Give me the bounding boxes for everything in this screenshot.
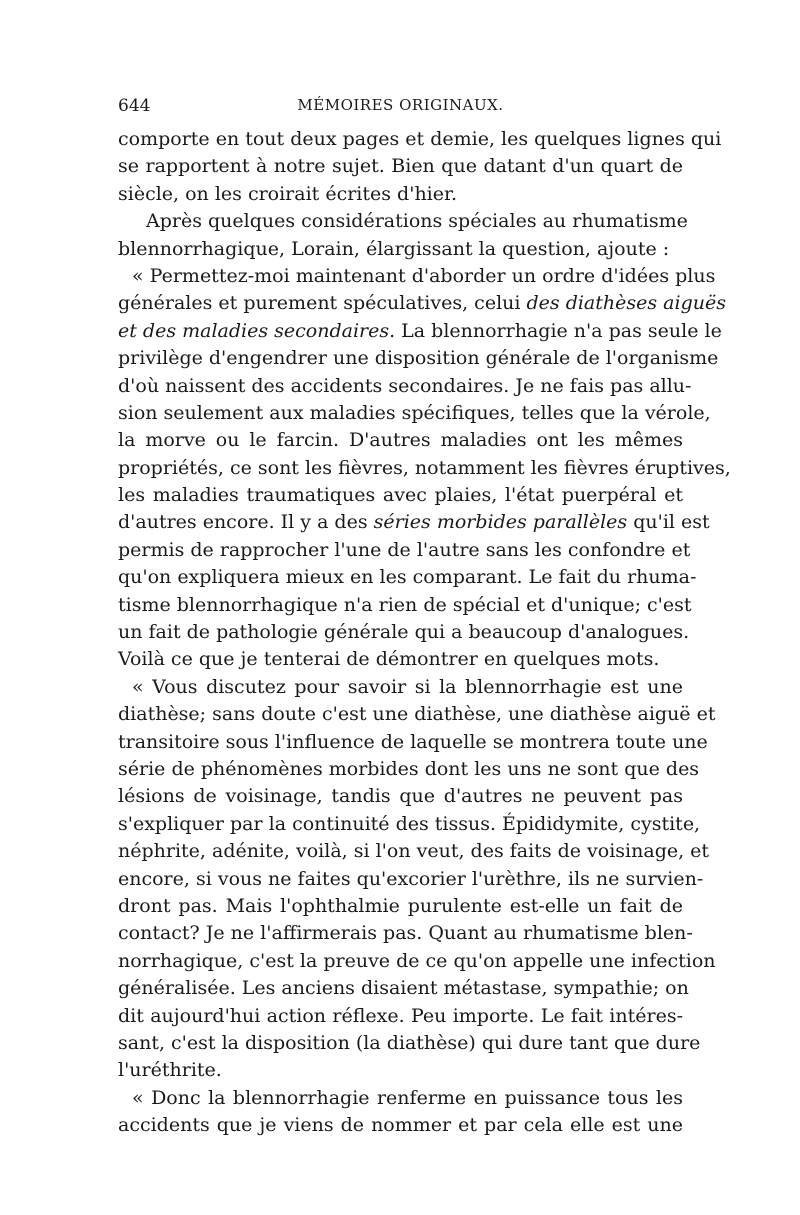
text-line: tisme blennorrhagique n'a rien de spécial et d'unique; c'est <box>118 593 692 616</box>
text-line: s'expliquer par la continuité des tissus. Épididymite, cystite, <box>118 812 701 835</box>
text-line: série de phénomènes morbides dont les uns ne sont que des <box>118 757 700 780</box>
text-line: dit aujourd'hui action réflexe. Peu importe. Le fait intéres- <box>118 1004 683 1027</box>
text-line: d'où naissent des accidents secondaires. Je ne fais pas allu- <box>118 374 692 397</box>
text-line: norrhagique, c'est la preuve de ce qu'on appelle une infection <box>118 949 716 972</box>
text-line: Voilà ce que je tenterai de démontrer en quelques mots. <box>118 648 660 671</box>
italic-phrase: séries morbides parallèles <box>373 511 628 534</box>
text-line: se rapportent à notre sujet. Bien que datant d'un quart de <box>118 155 683 178</box>
running-title: MÉMOIRES ORIGINAUX. <box>297 96 504 114</box>
text-line: les maladies traumatiques avec plaies, l'état puerpéral et <box>118 484 683 507</box>
text-line: et des maladies secondaires. La blennorrhagie n'a pas seule le <box>118 319 722 342</box>
page-header <box>118 96 683 122</box>
text-line: diathèse; sans doute c'est une diathèse, une diathèse aiguë et <box>118 703 716 726</box>
text-line: privilège d'engendrer une disposition générale de l'organisme <box>118 347 719 370</box>
text-line: lésions de voisinage, tandis que d'autres ne peuvent pas <box>118 785 683 808</box>
text-line: transitoire sous l'influence de laquelle se montrera toute une <box>118 730 708 753</box>
text-line: l'uréthrite. <box>118 1059 222 1082</box>
text-line: comporte en tout deux pages et demie, les quelques lignes qui <box>118 128 722 150</box>
text-line: siècle, on les croirait écrites d'hier. <box>118 182 458 205</box>
text-line: dront pas. Mais l'ophthalmie purulente est-elle un fait de <box>118 894 683 917</box>
text-body <box>118 126 731 1139</box>
text-line: permis de rapprocher l'une de l'autre sans les confondre et <box>118 538 691 561</box>
text-line: généralisée. Les anciens disaient métastase, sympathie; on <box>118 977 689 1000</box>
text-line: générales et purement spéculatives, celui des diathèses aiguës <box>118 292 726 315</box>
paragraph-start-line: Après quelques considérations spéciales au rhumatisme <box>146 210 688 233</box>
text-line: qu'on expliquera mieux en les comparant. Le fait du rhuma- <box>118 566 697 589</box>
paragraph-start-line: « Permettez-moi maintenant d'aborder un ordre d'idées plus <box>132 264 716 287</box>
text-line: sant, c'est la disposition (la diathèse) qui dure tant que dure <box>118 1031 701 1054</box>
text-line: néphrite, adénite, voilà, si l'on veut, des faits de voisinage, et <box>118 840 710 863</box>
text-line: la morve ou le farcin. D'autres maladies ont les mêmes <box>118 429 683 452</box>
text-line: d'autres encore. Il y a des séries morbides parallèles qu'il est <box>118 511 710 534</box>
text-line: contact? Je ne l'affirmerais pas. Quant au rhumatisme blen- <box>118 922 693 945</box>
text-line: un fait de pathologie générale qui a beaucoup d'analogues. <box>118 621 690 644</box>
italic-phrase: et des maladies secondaires <box>118 319 390 342</box>
page-number: 644 <box>118 96 151 116</box>
text-line: accidents que je viens de nommer et par cela elle est une <box>118 1114 683 1137</box>
italic-phrase: des diathèses aiguës <box>526 292 726 315</box>
paragraph-start-line: « Donc la blennorrhagie renferme en puissance tous les <box>132 1086 683 1109</box>
text-line: sion seulement aux maladies spécifiques, telles que la vérole, <box>118 401 711 424</box>
paragraph-start-line: « Vous discutez pour savoir si la blennorrhagie est une <box>132 675 683 698</box>
text-line: blennorrhagique, Lorain, élargissant la question, ajoute : <box>118 237 670 260</box>
text-line: encore, si vous ne faites qu'excorier l'urèthre, ils ne survien- <box>118 867 704 890</box>
text-line: propriétés, ce sont les fièvres, notamment les fièvres éruptives, <box>118 456 731 479</box>
